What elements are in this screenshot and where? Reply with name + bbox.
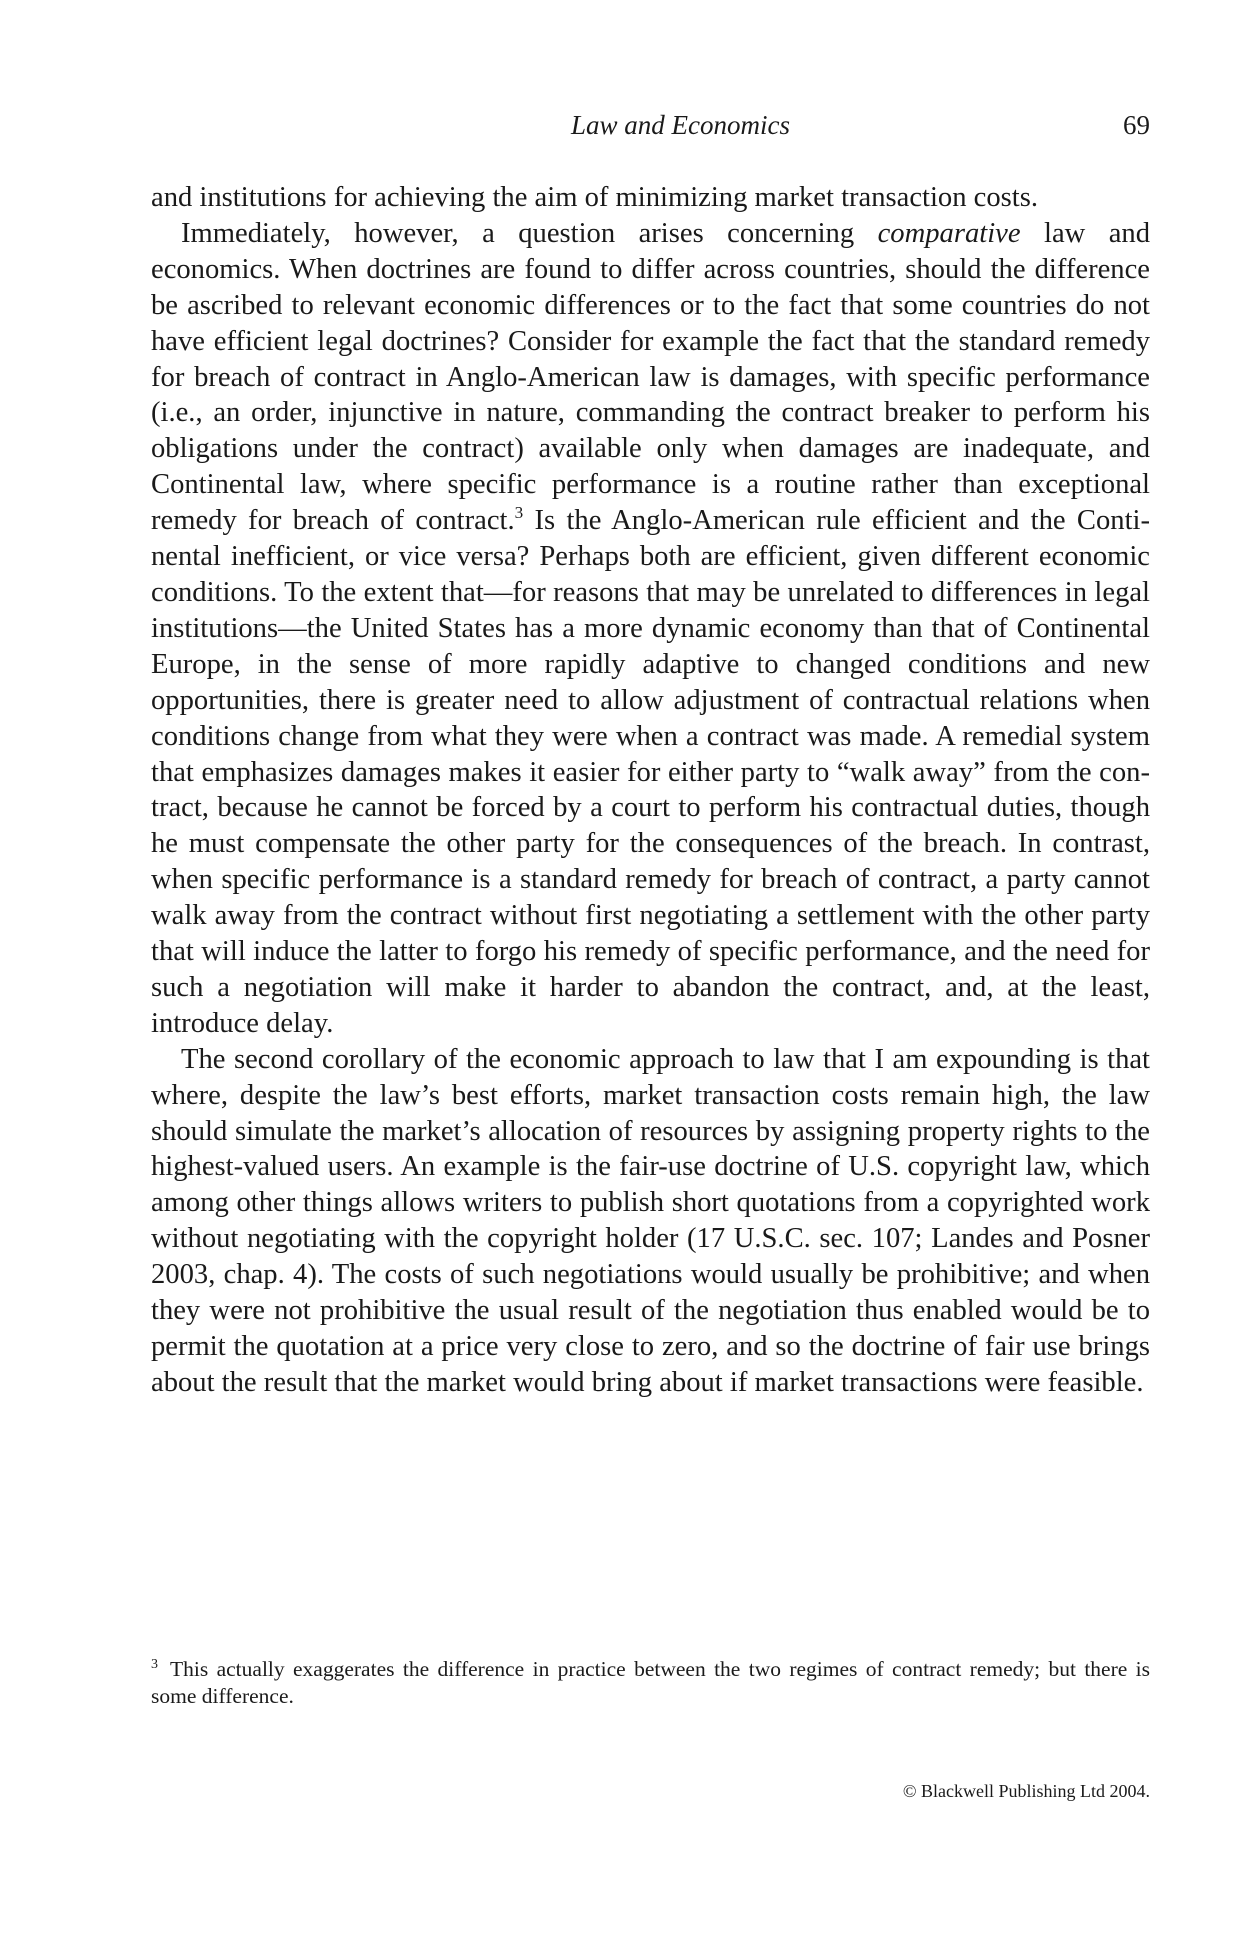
body-text	[151, 180, 1150, 1401]
paragraph-2-middle: law and economics. When doctrines are found to differ across countries, should the difference be ascribed to relevant economic differences or to the fact that some countries do not have efficient legal doctrines? Consider for example the fact that the standard remedy for breach of contract in Anglo-American law is damages, with specific performance (i.e., an order, injunctive in nature, commanding the contract breaker to perform his obligations under the contract) available only when damages are inadequate, and Continental law, where specific performance is a routine rather than exceptional remedy for breach of contract.	[151, 217, 1151, 537]
paragraph-1	[151, 180, 1150, 216]
paragraph-3-text: The second corollary of the economic approach to law that I am expounding is that where, despite the law’s best efforts, market transaction costs remain high, the law should simulate the market’s allocation of resources by assigning property rights to the highest-valued users. An example is the fair-use doctrine of U.S. copyright law, which among other things allows writers to publish short quotations from a copyrighted work without negotiating with the copyright holder (17 U.S.C. sec. 107; Landes and Posner 2003, chap. 4). The costs of such negotiations would usually be prohibitive; and when they were not prohibitive the usual result of the negotiation thus enabled would be to permit the quotation at a price very close to zero, and so the doctrine of fair use brings about the result that the market would bring about if market transactions were feasible.	[151, 1043, 1150, 1398]
paragraph-2	[151, 216, 1150, 1042]
paragraph-2-start: Immediately, however, a question arises concerning	[181, 217, 855, 249]
paragraph-1-text: and institutions for achieving the aim of minimizing market transaction costs.	[151, 182, 1039, 213]
footnote-mark: 3	[151, 1657, 158, 1673]
page-number: 69	[1123, 110, 1150, 140]
document-page	[151, 0, 1150, 1937]
copyright-notice: © Blackwell Publishing Ltd 2004.	[902, 1781, 1150, 1801]
running-head	[151, 110, 1150, 150]
running-title: Law and Economics	[571, 110, 790, 140]
paragraph-3	[151, 1042, 1150, 1401]
footnote-reference[interactable]: 3	[514, 503, 524, 523]
emphasis-comparative: comparative	[877, 217, 1021, 249]
footnote-text: This actually exaggerates the difference in practice between the two regimes of contract remedy; but there is some difference.	[151, 1657, 1150, 1708]
paragraph-2-end: Is the Anglo-American rule efficient and the Continental inefficient, or vice versa? Perhaps both are efficient, given different economic conditions. To the extent that—for reasons that may be unrelated to differences in legal institutions—the United States has a more dynamic economy than that of Continental Europe, in the sense of more rapidly adaptive to changed conditions and new opportunities, there is greater need to allow adjustment of contractual relations when conditions change from what they were when a contract was made. A remedial system that emphasizes damages makes it easier for either party to “walk away” from the contract, because he cannot be forced by a court to perform his contractual duties, though he must compensate the other party for the consequences of the breach. In contrast, when specific performance is a standard remedy for breach of contract, a party cannot walk away from the contract without first negotiating a settlement with the other party that will induce the latter to forgo his remedy of specific performance, and the need for such a negotiation will make it harder to abandon the contract, and, at the least, introduce delay.	[151, 505, 1150, 1039]
footnote	[151, 1656, 1150, 1710]
